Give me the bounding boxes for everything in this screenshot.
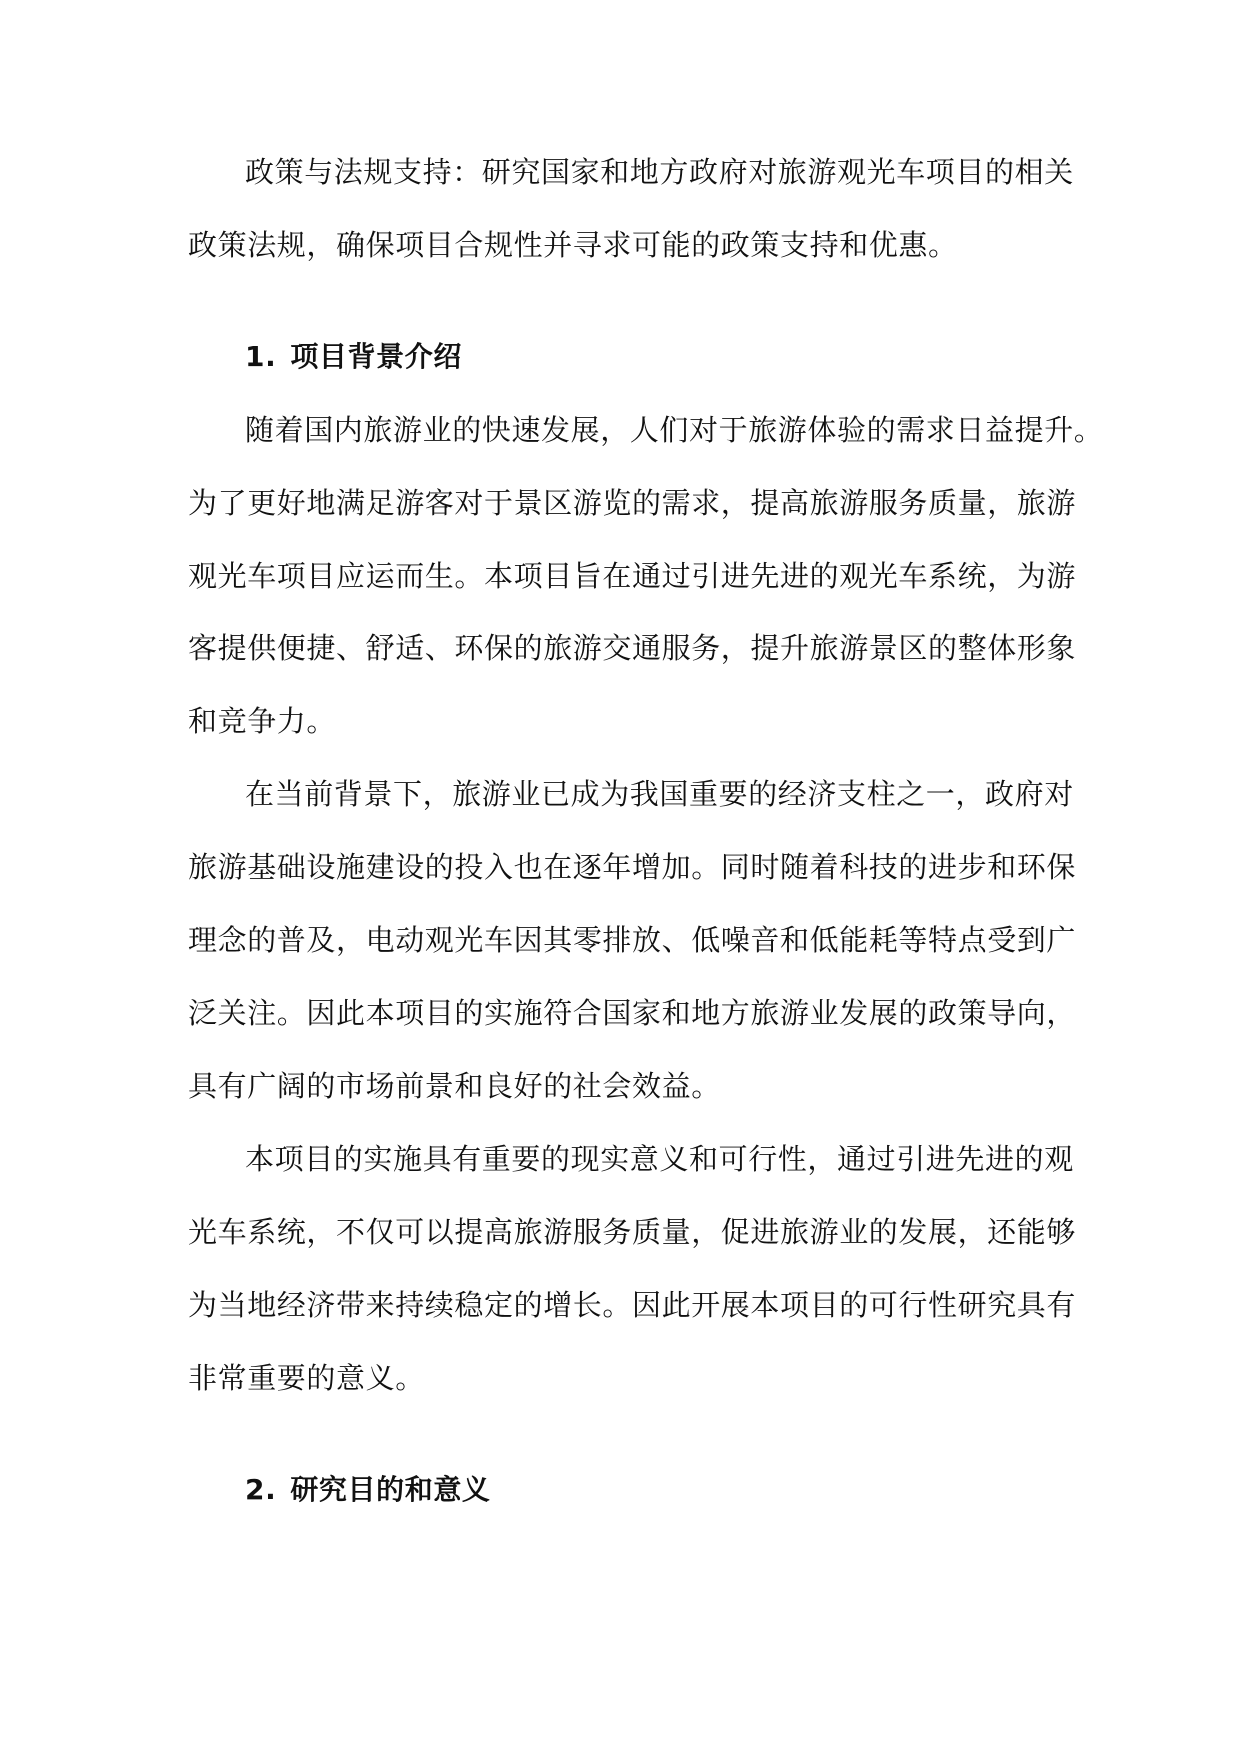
section-number: 1.: [245, 340, 277, 373]
paragraph-line: 本项目的实施具有重要的现实意义和可行性，通过引进先进的观: [245, 1142, 1074, 1176]
paragraph-line: 和竞争力。: [188, 704, 337, 738]
section-heading-2: [245, 1470, 1125, 1510]
paragraph-line: 为当地经济带来持续稳定的增长。因此开展本项目的可行性研究具有: [188, 1288, 1077, 1322]
paragraph-line: 政策与法规支持：研究国家和地方政府对旅游观光车项目的相关: [245, 155, 1074, 189]
paragraph-line: 在当前背景下，旅游业已成为我国重要的经济支柱之一，政府对: [245, 777, 1074, 811]
section-heading-1: [245, 337, 1125, 377]
paragraph-line: 泛关注。因此本项目的实施符合国家和地方旅游业发展的政策导向，: [188, 996, 1077, 1030]
paragraph-line: 客提供便捷、舒适、环保的旅游交通服务，提升旅游景区的整体形象: [188, 631, 1077, 665]
section-title: 研究目的和意义: [290, 1473, 491, 1506]
paragraph-line: 观光车项目应运而生。本项目旨在通过引进先进的观光车系统，为游: [188, 559, 1077, 593]
paragraph-line: 为了更好地满足游客对于景区游览的需求，提高旅游服务质量，旅游: [188, 486, 1077, 520]
paragraph-line: 政策法规，确保项目合规性并寻求可能的政策支持和优惠。: [188, 228, 958, 262]
paragraph-line: 非常重要的意义。: [188, 1361, 425, 1395]
section-number: 2.: [245, 1473, 277, 1506]
paragraph-line: 随着国内旅游业的快速发展，人们对于旅游体验的需求日益提升。: [245, 413, 1104, 447]
paragraph-line: 理念的普及，电动观光车因其零排放、低噪音和低能耗等特点受到广: [188, 923, 1077, 957]
paragraph-line: 旅游基础设施建设的投入也在逐年增加。同时随着科技的进步和环保: [188, 850, 1077, 884]
paragraph-line: 具有广阔的市场前景和良好的社会效益。: [188, 1069, 721, 1103]
section-title: 项目背景介绍: [290, 340, 462, 373]
paragraph-line: 光车系统，不仅可以提高旅游服务质量，促进旅游业的发展，还能够: [188, 1215, 1077, 1249]
